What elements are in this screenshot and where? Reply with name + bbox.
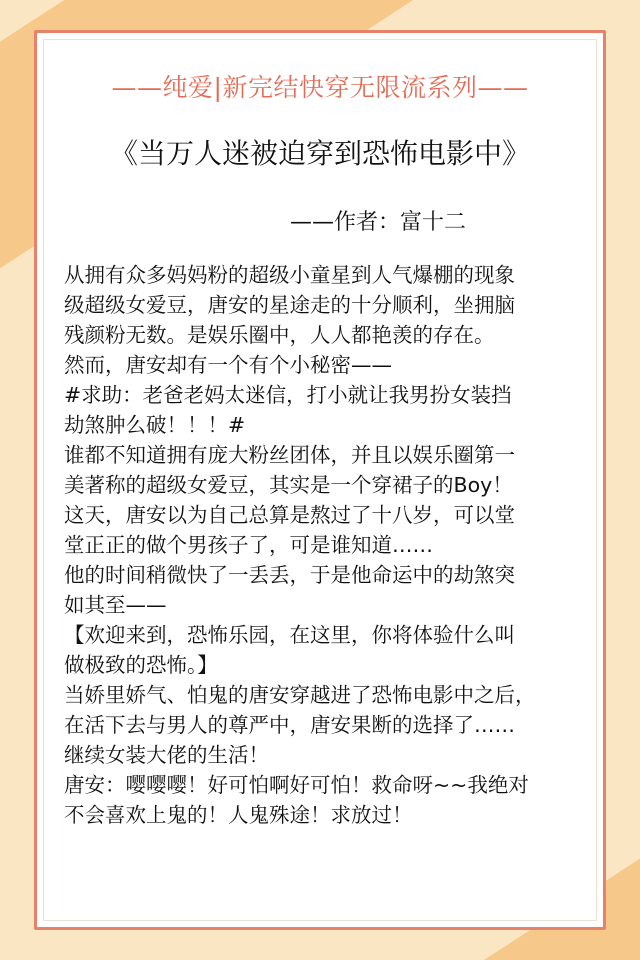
synopsis-line: #求助：老爸老妈太迷信，打小就让我男扮女装挡 <box>64 383 512 407</box>
synopsis-line: 如其至—— <box>64 593 167 617</box>
synopsis-line: 【欢迎来到，恐怖乐园，在这里，你将体验什么叫 <box>64 623 515 647</box>
synopsis-line: 级超级女爱豆，唐安的星途走的十分顺利，坐拥脑 <box>64 293 515 317</box>
synopsis-line: 劫煞肿么破！！！# <box>64 413 246 437</box>
synopsis-line: 这天，唐安以为自己总算是熬过了十八岁，可以堂 <box>64 503 515 527</box>
synopsis-line: 唐安：嘤嘤嘤！好可怕啊好可怕！救命呀~~我绝对 <box>64 773 529 797</box>
synopsis-line: 然而，唐安却有一个有个小秘密—— <box>64 353 392 377</box>
synopsis <box>64 260 612 830</box>
synopsis-line: 残颜粉无数。是娱乐圈中，人人都艳羡的存在。 <box>64 323 495 347</box>
synopsis-line: 堂正正的做个男孩子了，可是谁知道…… <box>64 533 433 557</box>
synopsis-line: 做极致的恐怖。】 <box>64 653 218 677</box>
book-card <box>34 30 606 930</box>
synopsis-line: 美著称的超级女爱豆，其实是一个穿裙子的Boy！ <box>64 473 513 497</box>
synopsis-line: 当娇里娇气、怕鬼的唐安穿越进了恐怖电影中之后， <box>64 683 536 707</box>
synopsis-line: 谁都不知道拥有庞大粉丝团体，并且以娱乐圈第一 <box>64 443 515 467</box>
synopsis-line: 不会喜欢上鬼的！人鬼殊途！求放过！ <box>64 803 413 827</box>
synopsis-line: 从拥有众多妈妈粉的超级小童星到人气爆棚的现象 <box>64 263 515 287</box>
book-title: 《当万人迷被迫穿到恐怖电影中》 <box>109 137 530 170</box>
synopsis-line: 他的时间稍微快了一丢丢，于是他命运中的劫煞突 <box>64 563 515 587</box>
synopsis-line: 在活下去与男人的尊严中，唐安果断的选择了…… <box>64 713 515 737</box>
series-heading: ——纯爱|新完结快穿无限流系列—— <box>111 73 529 102</box>
book-card-inner <box>43 39 597 921</box>
synopsis-line: 继续女装大佬的生活！ <box>64 743 269 767</box>
author-line: ——作者：富十二 <box>290 210 467 235</box>
